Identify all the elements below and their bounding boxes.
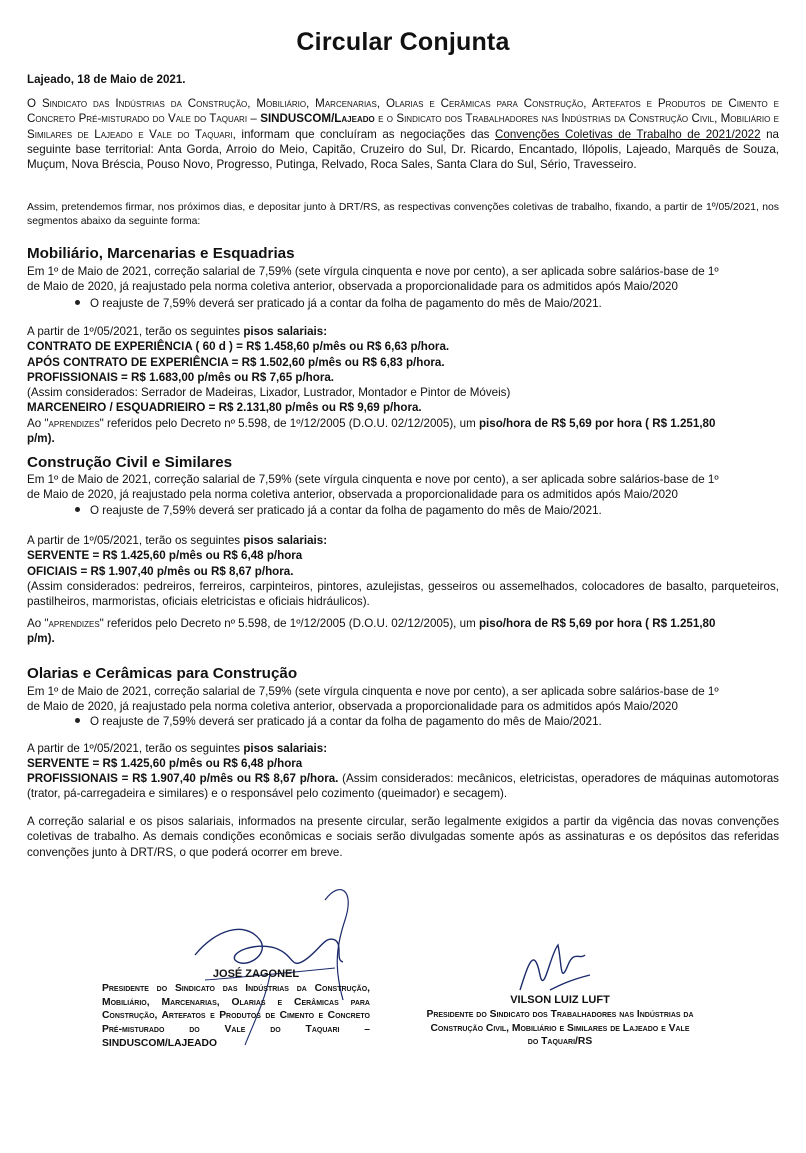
bullet-text: O reajuste de 7,59% deverá ser praticado já a contar da folha de pagamento do mês de Maio/2021.: [90, 297, 602, 310]
apr-bold: piso/hora de R$ 5,69 por hora ( R$ 1.251,80: [478, 416, 716, 430]
intro-underlined: Convenções Coletivas de Trabalho de 2021/2022: [495, 127, 761, 141]
pisos-intro-bold: pisos salariais:: [243, 325, 328, 338]
signer-role: Presidente do Sindicato das Indústrias da Construção, Mobiliário, Marcenarias, Olarias e Cerâmicas para Construção, Artefatos e Produtos de Cimento e Concreto Pré-misturado do Vale do Taquari – SINDUSCOM/LAJEADO: [102, 982, 370, 1049]
apr-word: aprendizes: [48, 416, 100, 430]
section-heading-mobiliario: Mobiliário, Marcenarias e Esquadrias: [27, 245, 295, 262]
aprendizes-block: [27, 616, 779, 647]
bullet-item: [75, 296, 602, 311]
pisos-block-olarias: [27, 741, 779, 772]
prof-bold: PROFISSIONAIS = R$ 1.907,40 p/mês ou R$ 8,67 p/hora.: [27, 772, 339, 785]
intro-territory: na seguinte base territorial: Anta Gorda, Arroio do Meio, Capitão, Cruzeiro do Sul, Dr. Ricardo, Encantado, Ilópolis, Lajeado, Marquês de Souza, Muçum, Nova Bréscia, Pouso Novo, Progresso, Putinga, Relvado, Roca Sales, Santa Clara do Sul, Sério, Travesseiro.: [27, 127, 779, 172]
bullet-item: [75, 503, 602, 518]
intro-org1-acronym: SINDUSCOM/: [260, 112, 335, 126]
aprendizes-line: [27, 416, 779, 431]
bullet-dot-icon: [75, 300, 80, 305]
apr-bold-cont: p/m).: [27, 632, 55, 646]
pisos-intro-text: A partir de 1º/05/2021, terão os seguintes: [27, 742, 241, 755]
pisos-block-construcao: [27, 533, 779, 579]
signature-right: [425, 994, 695, 1049]
prof-rest: (Assim considerados: mecânicos, eletricistas, operadores de máquinas automotoras (trator, pá-carregadeira e similares) e o responsável pelo cozimento (queimador) e secagem).: [27, 772, 779, 801]
correcao-line: de Maio de 2020, já reajustado pela norma coletiva anterior, observada a proporcionalidade para os admitidos após Maio/2020: [27, 700, 678, 714]
intro-org2: Sindicato dos Trabalhadores nas Indústrias da Construção Civil, Mobiliário e Similares de Lajeado e Vale do Taquari: [27, 112, 779, 141]
apr-pre: Ao ": [27, 617, 49, 630]
aprendizes-line: [27, 616, 779, 631]
section-correcao-olarias: [27, 684, 779, 715]
piso-line: MARCENEIRO / ESQUADRIEIRO = R$ 2.131,80 p/mês ou R$ 9,69 p/hora.: [27, 401, 422, 415]
pisos-intro-bold: pisos salariais:: [243, 534, 328, 547]
pisos-intro: [27, 533, 779, 548]
intro-conj: e o: [378, 112, 393, 126]
date-line: Lajeado, 18 de Maio de 2021.: [27, 73, 186, 86]
considerados-paragraph: (Assim considerados: pedreiros, ferreiros, carpinteiros, pintores, azulejistas, gesseiros ou assemelhados, colocadores de basalto, parqueteiros, pastilheiros, marmoristas, oficiais eletricistas e oficiais hidráulicos).: [27, 580, 779, 609]
document-title: Circular Conjunta: [296, 28, 510, 56]
apr-mid: " referidos pelo Decreto nº 5.598, de 1º/12/2005 (D.O.U. 02/12/2005), um: [99, 617, 476, 630]
considerados-line: (Assim considerados: Serrador de Madeiras, Lixador, Lustrador, Montador e Pintor de Móveis): [27, 386, 511, 400]
correcao-line: Em 1º de Maio de 2021, correção salarial de 7,59% (sete vírgula cinquenta e nove por cento), a ser aplicada sobre salários-base de 1º: [27, 473, 719, 486]
section-heading-olarias: Olarias e Cerâmicas para Construção: [27, 665, 298, 682]
assim-paragraph: Assim, pretendemos firmar, nos próximos dias, e depositar junto à DRT/RS, as respectivas convenções coletivas de trabalho, fixando, a partir de 1º/05/2021, nos segmentos abaixo da seguinte forma:: [27, 202, 779, 227]
bullet-dot-icon: [75, 718, 80, 723]
correcao-line: de Maio de 2020, já reajustado pela norma coletiva anterior, observada a proporcionalidade para os admitidos após Maio/2020: [27, 280, 678, 294]
piso-line: SERVENTE = R$ 1.425,60 p/mês ou R$ 6,48 p/hora: [27, 549, 303, 563]
bullet-dot-icon: [75, 507, 80, 512]
pisos-intro-bold: pisos salariais:: [243, 742, 328, 755]
intro-paragraph: [27, 96, 779, 172]
signature-left: [102, 968, 370, 1051]
piso-line: APÓS CONTRATO DE EXPERIÊNCIA = R$ 1.502,60 p/mês ou R$ 6,83 p/hora.: [27, 355, 445, 369]
piso-line: PROFISSIONAIS = R$ 1.683,00 p/mês ou R$ 7,65 p/hora.: [27, 370, 335, 384]
apr-bold-cont: p/m).: [27, 432, 55, 446]
signer-role: Presidente do Sindicato dos Trabalhadores nas Indústrias da Construção Civil, Mobiliário e Similares de Lajeado e Vale do Taquari/RS: [426, 1008, 694, 1048]
pisos-intro-text: A partir de 1º/05/2021, terão os seguintes: [27, 325, 241, 338]
intro-prefix: O: [27, 97, 37, 110]
apr-word: aprendizes: [48, 617, 100, 630]
intro-inform: , informam que concluíram as negociações das: [232, 127, 490, 141]
intro-org1: Sindicato das Indústrias da Construção, Mobiliário, Marcenarias, Olarias e Cerâmicas para Construção, Artefatos e Produtos de Cimento e Concreto Pré-misturado do Vale do Taquari –: [27, 97, 779, 126]
apr-pre: Ao ": [27, 416, 49, 430]
piso-line: SERVENTE = R$ 1.425,60 p/mês ou R$ 6,48 p/hora: [27, 757, 303, 771]
intro-org1-city: Lajeado: [334, 112, 375, 126]
section-heading-construcao: Construção Civil e Similares: [27, 454, 233, 471]
bullet-text: O reajuste de 7,59% deverá ser praticado já a contar da folha de pagamento do mês de Maio/2021.: [90, 504, 602, 517]
closing-paragraph: A correção salarial e os pisos salariais, informados na presente circular, serão legalmente exigidos a partir da vigência das novas convenções coletivas de trabalho. As demais condições econômicas e sociais serão divulgadas somente após as assinaturas e os depósitos das referidas convenções junto à DRT/RS, o que poderá ocorrer em breve.: [27, 815, 779, 859]
pisos-intro: [27, 741, 779, 756]
section-correcao-mobiliario: [27, 264, 779, 295]
bullet-item: [75, 714, 602, 729]
signer-name: VILSON LUIZ LUFT: [510, 994, 610, 1006]
correcao-line: Em 1º de Maio de 2021, correção salarial de 7,59% (sete vírgula cinquenta e nove por cento), a ser aplicada sobre salários-base de 1º: [27, 685, 719, 698]
apr-mid: " referidos pelo Decreto nº 5.598, de 1º/12/2005 (D.O.U. 02/12/2005), um: [99, 416, 476, 430]
signer-name: JOSÉ ZAGONEL: [212, 968, 300, 980]
piso-line: CONTRATO DE EXPERIÊNCIA ( 60 d ) = R$ 1.458,60 p/mês ou R$ 6,63 p/hora.: [27, 340, 450, 354]
correcao-line: Em 1º de Maio de 2021, correção salarial de 7,59% (sete vírgula cinquenta e nove por cento), a ser aplicada sobre salários-base de 1º: [27, 265, 719, 278]
piso-line: OFICIAIS = R$ 1.907,40 p/mês ou R$ 8,67 p/hora.: [27, 564, 294, 578]
correcao-line: de Maio de 2020, já reajustado pela norma coletiva anterior, observada a proporcionalidade para os admitidos após Maio/2020: [27, 488, 678, 502]
apr-bold: piso/hora de R$ 5,69 por hora ( R$ 1.251,80: [478, 617, 716, 630]
bullet-text: O reajuste de 7,59% deverá ser praticado já a contar da folha de pagamento do mês de Maio/2021.: [90, 715, 602, 728]
pisos-intro-text: A partir de 1º/05/2021, terão os seguintes: [27, 534, 241, 547]
pisos-block-mobiliario: [27, 324, 779, 446]
pisos-intro: [27, 324, 779, 339]
section-correcao-construcao: [27, 472, 779, 503]
profissionais-paragraph: [27, 771, 779, 802]
